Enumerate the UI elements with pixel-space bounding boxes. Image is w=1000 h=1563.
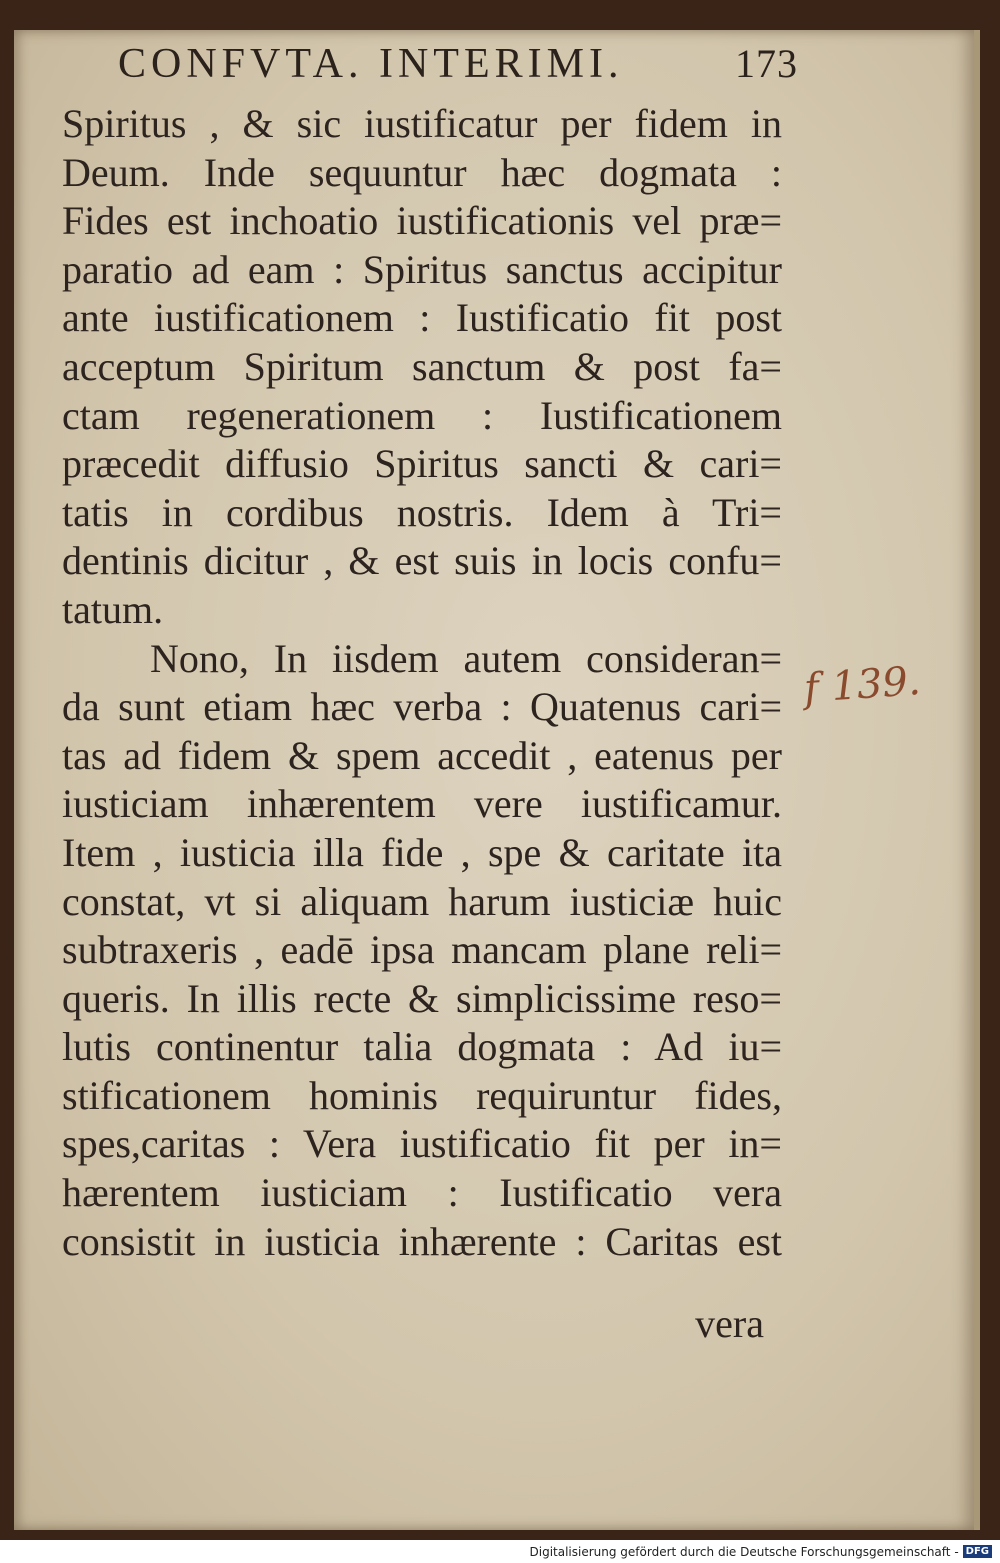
running-header: [118, 40, 798, 88]
body-text: [62, 100, 782, 1266]
dfg-logo: DFG: [963, 1545, 992, 1558]
text-line: lutis continentur talia dogmata : Ad iu=: [62, 1024, 782, 1070]
text-line: da sunt etiam hæc verba : Quatenus cari=: [62, 684, 782, 730]
text-line: præcedit diffusio Spiritus sancti & cari=: [62, 441, 782, 487]
handwritten-marginal-note: f 139.: [802, 657, 923, 713]
book-page: [14, 30, 980, 1530]
text-line: iusticiam inhærentem vere iustificamur.: [62, 781, 782, 827]
digitization-footer: [0, 1540, 1000, 1563]
text-line: queris. In illis recte & simplicissime reso=: [62, 975, 782, 1021]
text-line: hærentem iusticiam : Iustificatio vera: [62, 1170, 782, 1216]
text-line: Deum. Inde sequuntur hæc dogmata :: [62, 149, 782, 195]
text-line: Fides est inchoatio iustificationis vel præ=: [62, 198, 782, 244]
text-line: dentinis dicitur , & est suis in locis confu=: [62, 538, 782, 584]
text-line: paratio ad eam : Spiritus sanctus accipitur: [62, 246, 782, 292]
text-line: subtraxeris , eadē ipsa mancam plane reli=: [62, 927, 782, 973]
text-line: constat, vt si aliquam harum iusticiæ huic: [62, 878, 782, 924]
text-line: tatis in cordibus nostris. Idem à Tri=: [62, 489, 782, 535]
page-number: 173: [735, 41, 798, 86]
text-line: Spiritus , & sic iustificatur per fidem in: [62, 101, 782, 146]
text-line: spes,caritas : Vera iustificatio fit per in=: [62, 1121, 782, 1167]
text-line: stificationem hominis requiruntur fides,: [62, 1072, 782, 1118]
text-line: Item , iusticia illa fide , spe & caritate ita: [62, 829, 782, 875]
catchword: vera: [695, 1301, 764, 1346]
text-line: acceptum Spiritum sanctum & post fa=: [62, 343, 782, 389]
running-title: CONFVTA. INTERIMI.: [118, 41, 624, 87]
text-line: tatum.: [62, 586, 164, 632]
text-line: consistit in iusticia inhærente : Caritas est: [62, 1218, 782, 1264]
text-line: tas ad fidem & spem accedit , eatenus per: [62, 732, 782, 778]
text-line: ctam regenerationem : Iustificationem: [62, 392, 782, 438]
text-line: ante iustificationem : Iustificatio fit post: [62, 295, 782, 341]
paragraph-start-line: Nono, In iisdem autem consideran=: [150, 635, 782, 681]
funding-credit: Digitalisierung gefördert durch die Deutsche Forschungsgemeinschaft -: [529, 1544, 959, 1559]
